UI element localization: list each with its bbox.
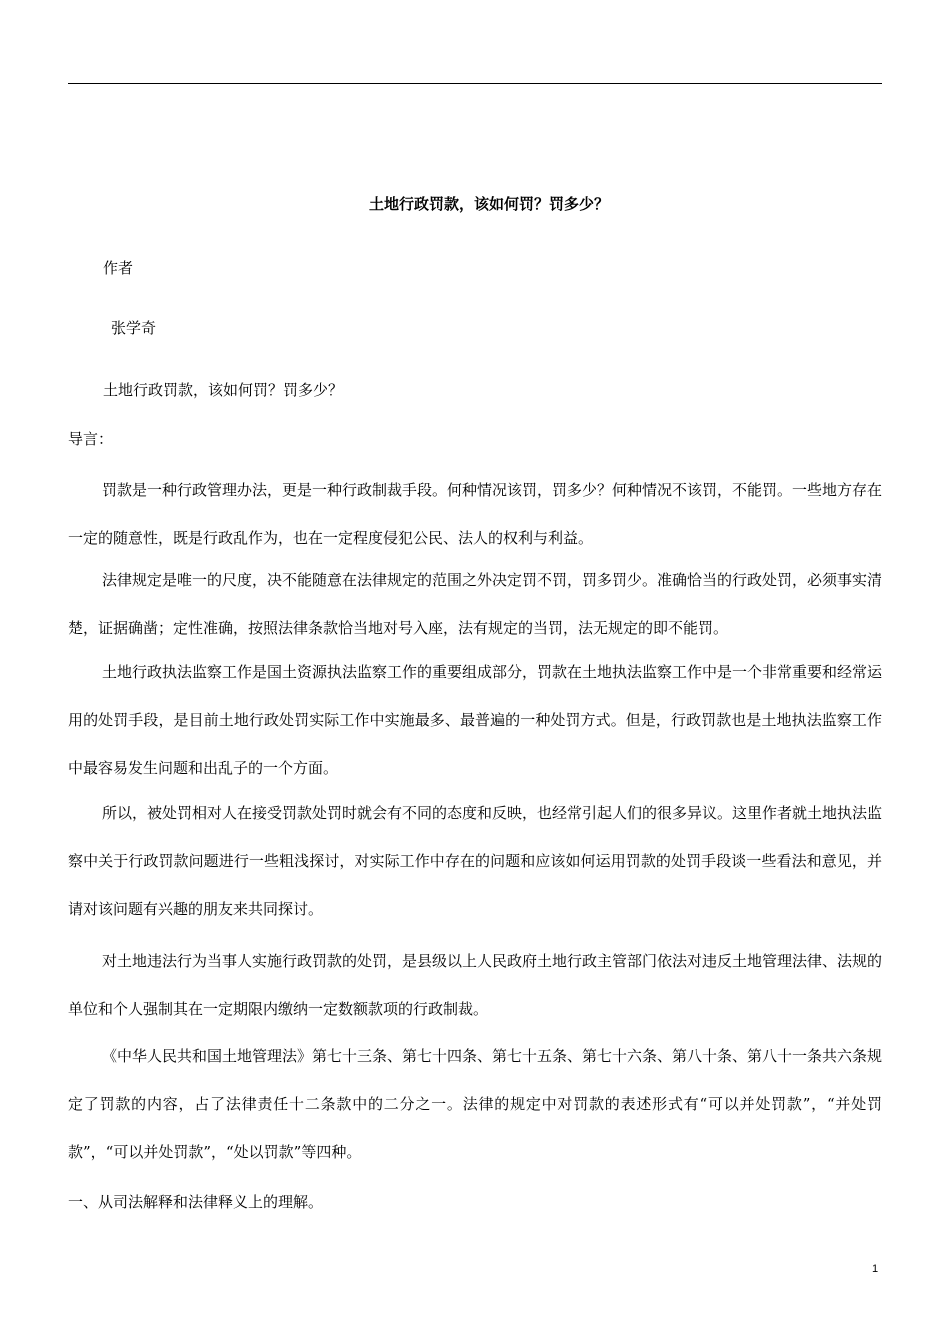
author-label: 作者 [103, 259, 134, 277]
author-name: 张学奇 [111, 319, 157, 337]
document-title: 土地行政罚款，该如何罚？罚多少？ [368, 195, 609, 213]
page-number: 1 [872, 1263, 879, 1275]
paragraph-1: 罚款是一种行政管理办法，更是一种行政制裁手段。何种情况该罚，罚多少？何种情况不该罚，不能罚。一些地方存在一定的随意性，既是行政乱作为，也在一定程度侵犯公民、法人的权利与利益。 [68, 481, 883, 547]
section-heading: 一、从司法解释和法律释义上的理解。 [68, 1193, 324, 1211]
header-rule [68, 83, 882, 84]
paragraph-5: 对土地违法行为当事人实施行政罚款的处罚，是县级以上人民政府土地行政主管部门依法对违反土地管理法律、法规的单位和个人强制其在一定期限内缴纳一定数额款项的行政制裁。 [68, 952, 883, 1018]
paragraph-6: 《中华人民共和国土地管理法》第七十三条、第七十四条、第七十五条、第七十六条、第八十条、第八十一条共六条规定了罚款的内容，占了法律责任十二条款中的二分之一。法律的规定中对罚款的表述形式有“可以并处罚款”，“并处罚款”，“可以并处罚款”，“处以罚款”等四种。 [68, 1047, 883, 1161]
paragraph-2: 法律规定是唯一的尺度，决不能随意在法律规定的范围之外决定罚不罚，罚多罚少。准确恰当的行政处罚，必须事实清楚，证据确凿；定性准确，按照法律条款恰当地对号入座，法有规定的当罚，法无规定的即不能罚。 [68, 571, 883, 637]
intro-label: 导言： [68, 430, 114, 448]
paragraph-4: 所以，被处罚相对人在接受罚款处罚时就会有不同的态度和反映，也经常引起人们的很多异议。这里作者就土地执法监察中关于行政罚款问题进行一些粗浅探讨，对实际工作中存在的问题和应该如何运用罚款的处罚手段谈一些看法和意见，并请对该问题有兴趣的朋友来共同探讨。 [68, 804, 883, 918]
article-subtitle: 土地行政罚款，该如何罚？罚多少？ [103, 381, 344, 399]
paragraph-3: 土地行政执法监察工作是国土资源执法监察工作的重要组成部分，罚款在土地执法监察工作中是一个非常重要和经常运用的处罚手段，是目前土地行政处罚实际工作中实施最多、最普遍的一种处罚方式。但是，行政罚款也是土地执法监察工作中最容易发生问题和出乱子的一个方面。 [68, 663, 883, 777]
